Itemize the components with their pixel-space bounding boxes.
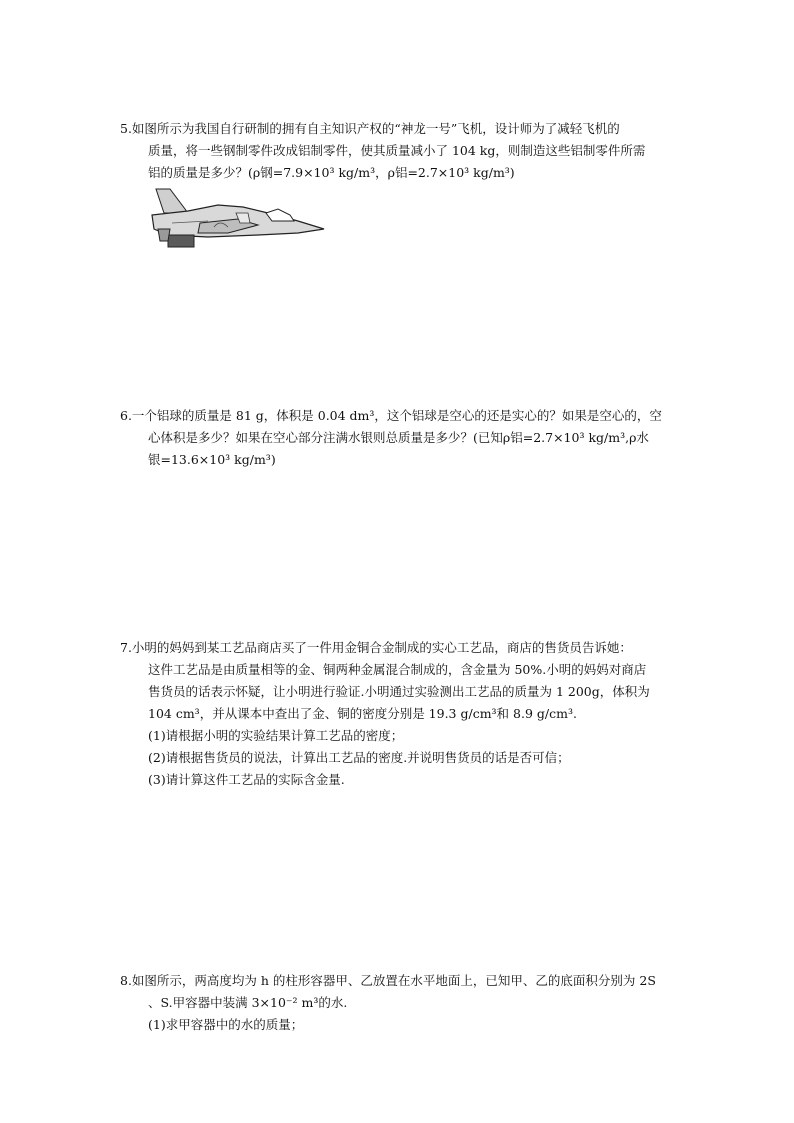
question-7 [120,637,705,791]
q8-line-1: 8.如图所示，两高度均为 h 的柱形容器甲、乙放置在水平地面上，已知甲、乙的底面积分别为 2S [120,973,656,988]
question-5 [120,118,705,184]
q5-line-3: 铝的质量是多少？(ρ钢=7.9×10³ kg/m³，ρ铝=2.7×10³ kg/m³) [148,165,515,180]
q7-line-3: 售货员的话表示怀疑，让小明进行验证.小明通过实验测出工艺品的质量为 1 200g，体积为 [148,684,650,699]
q7-line-4: 104 cm³，并从课本中查出了金、铜的密度分别是 19.3 g/cm³和 8.9 g/cm³. [148,706,577,721]
q7-sub-1: (1)请根据小明的实验结果计算工艺品的密度； [148,728,404,743]
q5-line-2: 质量，将一些钢制零件改成铝制零件，使其质量减小了 104 kg，则制造这些铝制零件所需 [148,143,646,158]
q6-line-1: 6.一个铝球的质量是 81 g，体积是 0.04 dm³，这个铝球是空心的还是实心的？如果是空心的，空 [120,408,662,423]
q7-sub-3: (3)请计算这件工艺品的实际含金量. [148,772,345,787]
fighter-jet-icon [148,183,328,255]
q5-line-1: 5.如图所示为我国自行研制的拥有自主知识产权的“神龙一号”飞机，设计师为了减轻飞机的 [120,121,620,136]
q7-sub-2: (2)请根据售货员的说法，计算出工艺品的密度.并说明售货员的话是否可信； [148,750,570,765]
q7-line-1: 7.小明的妈妈到某工艺品商店买了一件用金铜合金制成的实心工艺品，商店的售货员告诉她： [120,640,632,655]
fighter-jet-figure [148,183,328,255]
question-6 [120,405,705,471]
q6-line-3: 银=13.6×10³ kg/m³) [148,452,276,467]
q7-line-2: 这件工艺品是由质量相等的金、铜两种金属混合制成的，含金量为 50%.小明的妈妈对商店 [148,662,647,677]
q8-sub-1: (1)求甲容器中的水的质量； [148,1017,304,1032]
q8-line-2: 、S.甲容器中装满 3×10⁻² m³的水. [148,995,348,1010]
q6-line-2: 心体积是多少？如果在空心部分注满水银则总质量是多少？(已知ρ铝=2.7×10³ kg/m³,ρ水 [148,430,649,445]
question-8 [120,970,705,1036]
